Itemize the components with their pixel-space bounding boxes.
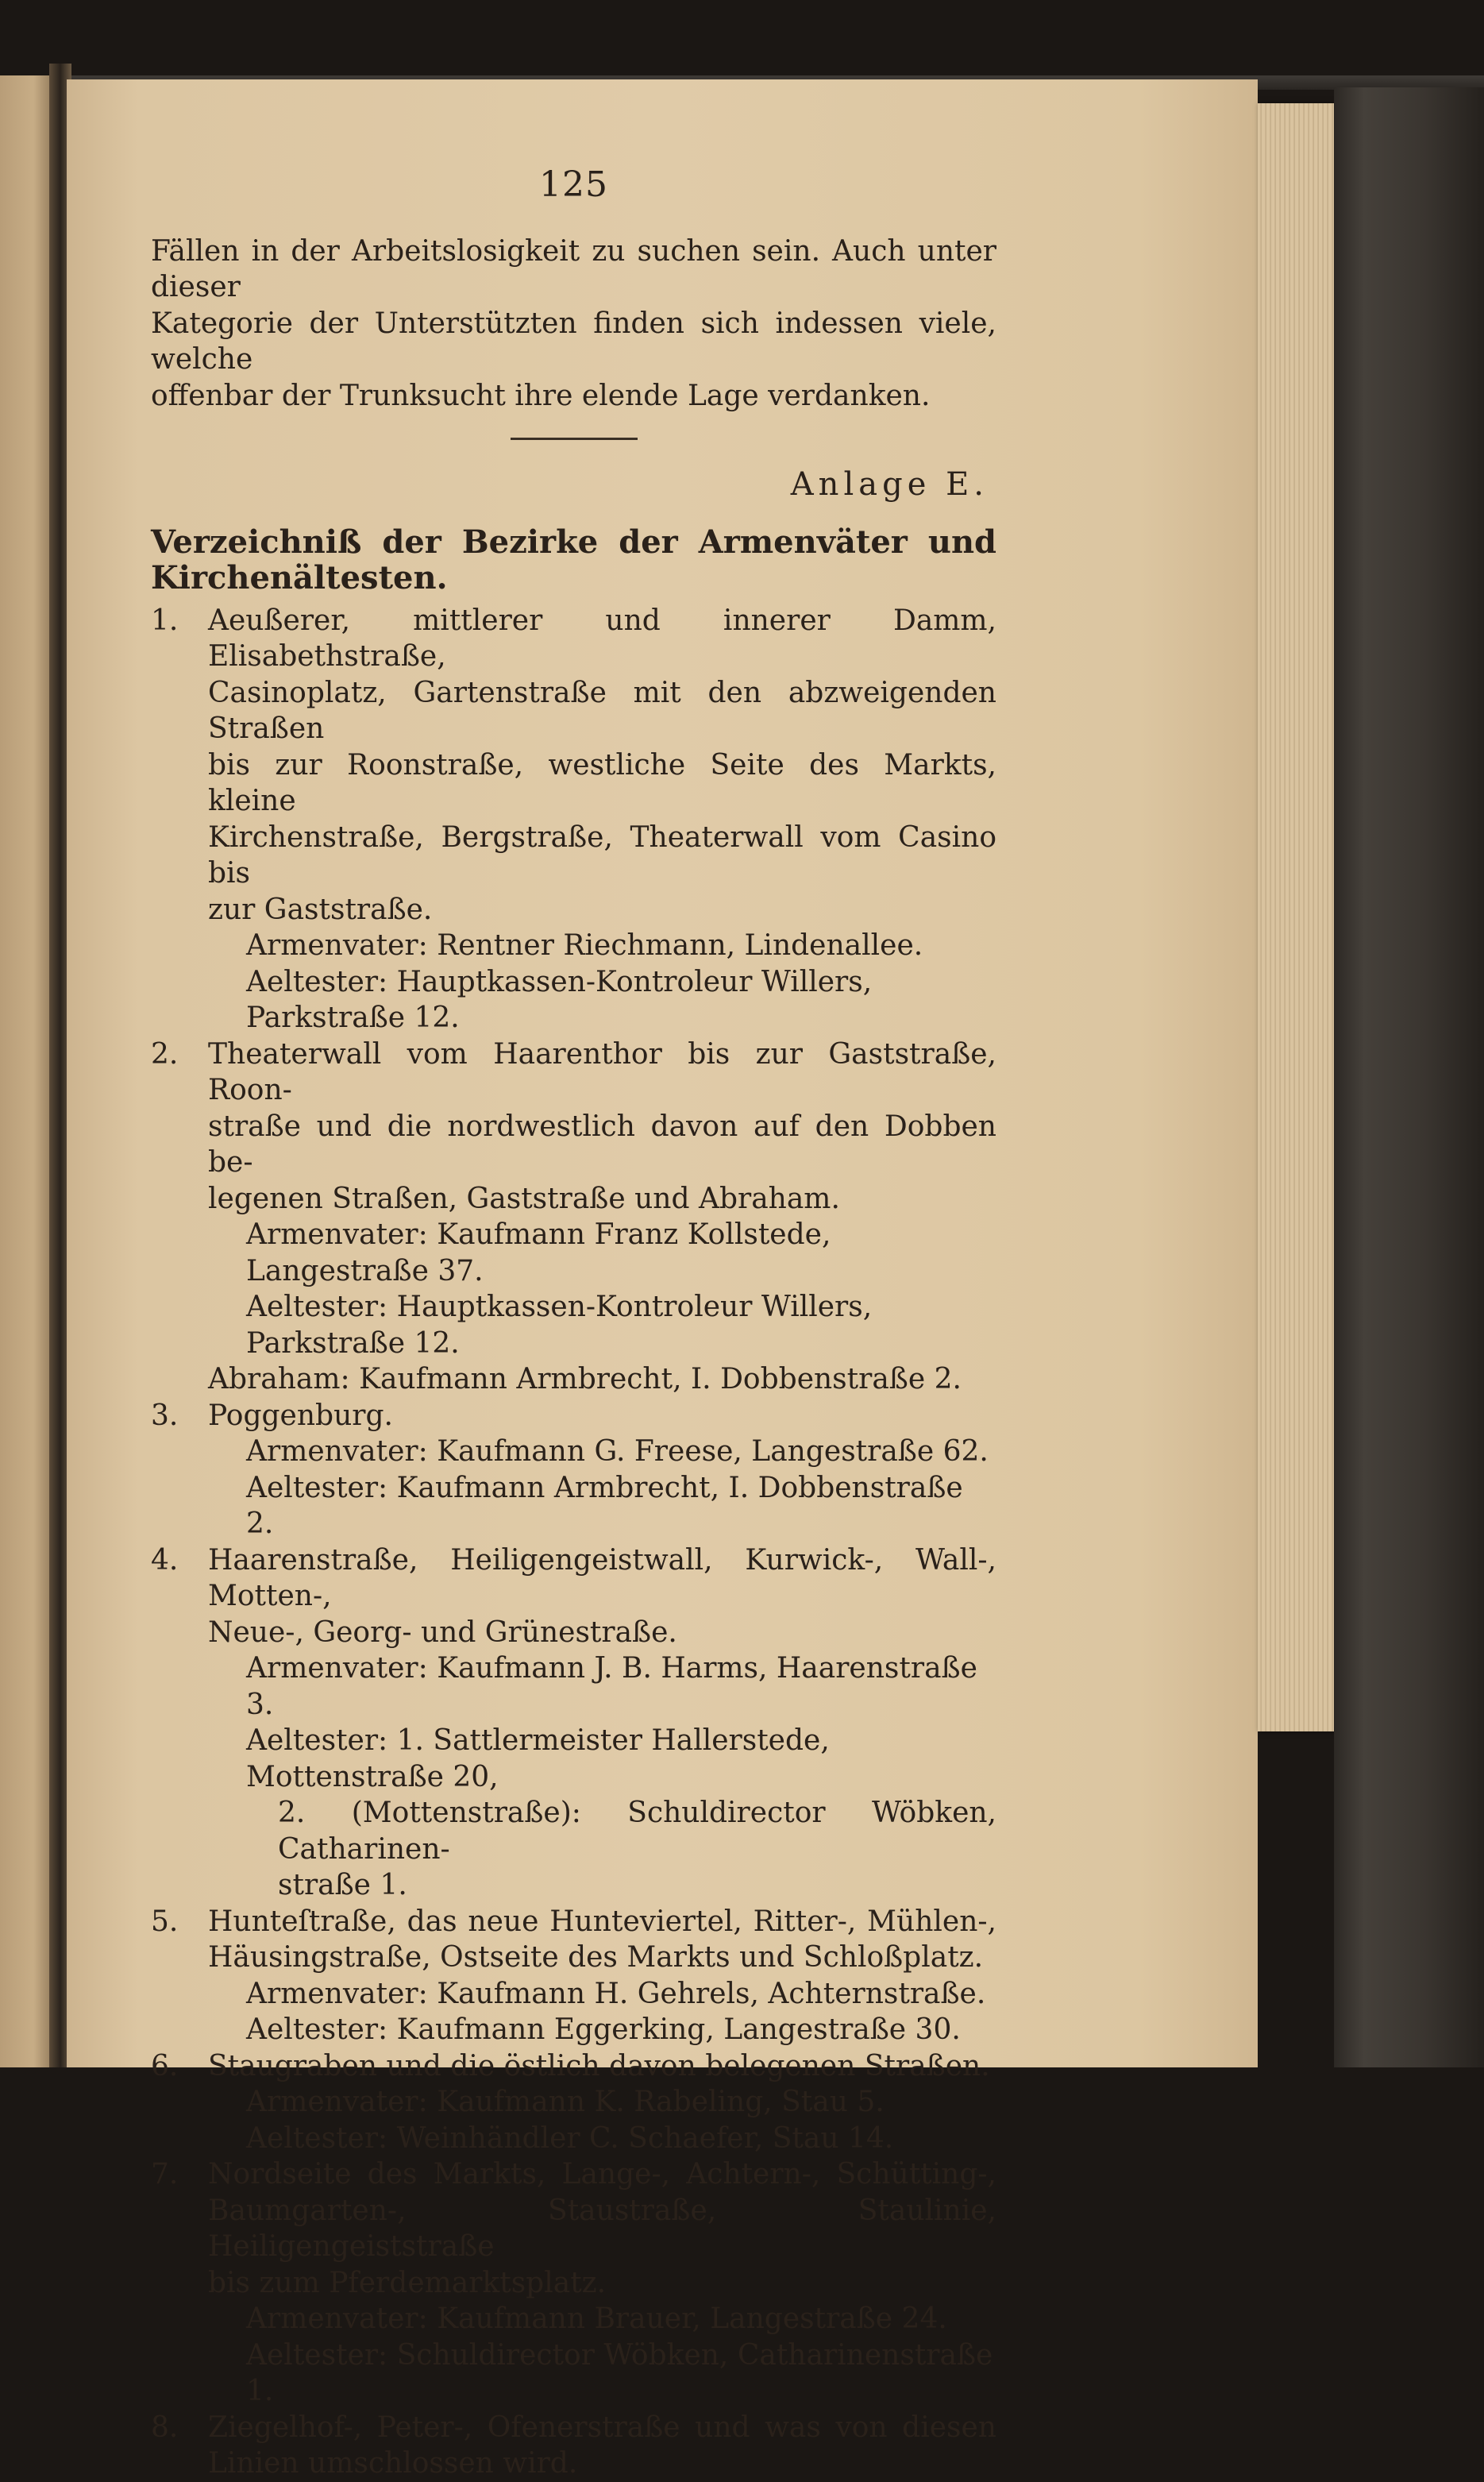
district-entry [151, 603, 996, 1036]
entry-line: Häusingstraße, Ostseite des Markts und Schloßplatz. [208, 1941, 984, 1974]
entry-line: zur Gaststraße. [208, 893, 433, 926]
entry-line: straße und die nordwestlich davon auf den Dobben be- [208, 1110, 996, 1179]
entry-line: Theaterwall vom Haarenthor bis zur Gaststraße, Roon- [208, 1037, 996, 1106]
abraham-line: Abraham: Kaufmann Armbrecht, I. Dobbenstraße 2. [208, 1363, 962, 1395]
armenvater-line: Armenvater: Rentner Riechmann, Lindenallee. [246, 929, 923, 962]
entry-line: Hunteſtraße, das neue Hunteviertel, Ritter-, Mühlen-, [208, 1905, 996, 1938]
entry-body [208, 1398, 996, 1542]
aeltester-line: Aeltester: Kaufmann Eggerking, Langestraße 30. [246, 2013, 961, 2046]
entry-line: legenen Straßen, Gaststraße und Abraham. [208, 1182, 840, 1215]
entry-number: 7. [151, 2158, 179, 2191]
entry-body [208, 2048, 996, 2157]
intro-line: Kategorie der Unterstützten finden sich indessen viele, welche [151, 307, 996, 376]
intro-line: offenbar der Trunksucht ihre elende Lage verdanken. [151, 379, 931, 412]
aeltester-line: Aeltester: 1. Sattlermeister Hallerstede, Mottenstraße 20, [246, 1724, 830, 1793]
entry-number: 4. [151, 1543, 179, 1577]
entry-body [208, 1904, 996, 2048]
entry-body [208, 1542, 996, 1904]
entry-body [208, 2156, 996, 2410]
book-cover-side [1334, 87, 1484, 2067]
district-entry [151, 1036, 996, 1398]
entry-number: 2. [151, 1037, 179, 1071]
entry-line: Neue-, Georg- und Grünestraße. [208, 1615, 677, 1649]
list-title: Verzeichniß der Bezirke der Armenväter und Kirchenältesten. [151, 523, 996, 596]
armenvater-line: Armenvater: Kaufmann K. Rabeling, Stau 5. [246, 2086, 885, 2118]
aeltester-line: Aeltester: Hauptkassen-Kontroleur Willers, Parkstraße 12. [246, 965, 873, 1034]
entry-line: bis zum Pferdemarktsplatz. [208, 2266, 607, 2299]
district-entry [151, 1398, 996, 1542]
armenvater-line: Armenvater: Kaufmann J. B. Harms, Haarenstraße 3. [246, 1652, 977, 1721]
aeltester-line: Aeltester: Weinhändler C. Schaefer, Stau 14. [246, 2121, 894, 2155]
entry-body [208, 1036, 996, 1398]
aeltester-line: Aeltester: Kaufmann Armbrecht, I. Dobbenstraße 2. [246, 1471, 963, 1540]
district-entry [151, 2048, 996, 2157]
entry-line: Kirchenstraße, Bergstraße, Theaterwall vom Casino bis [208, 820, 996, 890]
intro-paragraph [151, 234, 996, 415]
armenvater-line: Armenvater: Kaufmann G. Freese, Langestraße 62. [246, 1435, 989, 1468]
aeltester-line: Aeltester: Schuldirector Wöbken, Catharinenstraße 1. [246, 2338, 993, 2407]
district-entry [151, 2410, 996, 2482]
armenvater-line: Armenvater: Kaufmann Brauer, Langestraße 24. [246, 2303, 947, 2335]
armenvater-line: Armenvater: Kaufmann Franz Kollstede, Langestraße 37. [246, 1218, 831, 1287]
entry-number: 5. [151, 1905, 179, 1938]
page-number: 125 [539, 164, 608, 205]
entry-number: 3. [151, 1399, 179, 1432]
entry-line: Ziegelhof-, Peter-, Ofenerstraße und was von diesen [208, 2411, 996, 2444]
entry-line: bis zur Roonstraße, westliche Seite des Markts, kleine [208, 748, 996, 817]
appendix-label: Anlage E. [790, 466, 989, 503]
aeltester-line: Aeltester: Hauptkassen-Kontroleur Willers, Parkstraße 12. [246, 1291, 873, 1360]
entry-line: Haarenstraße, Heiligengeistwall, Kurwick-, Wall-, Motten-, [208, 1543, 996, 1612]
section-divider [511, 438, 638, 440]
entry-line: Baumgarten-, Staustraße, Staulinie, Heiligengeiststraße [208, 2194, 996, 2263]
entry-line: Casinoplatz, Gartenstraße mit den abzweigenden Straßen [208, 676, 996, 745]
aeltester-continuation: 2. (Mottenstraße): Schuldirector Wöbken, Catharinen- [278, 1797, 996, 1866]
entry-line: Nordseite des Markts, Lange-, Achtern-, Schütting-, [208, 2158, 996, 2191]
entry-line: Poggenburg. [208, 1399, 393, 1432]
district-entry [151, 1542, 996, 1904]
district-entry [151, 1904, 996, 2048]
entry-line: Aeußerer, mittlerer und innerer Damm, Elisabethstraße, [208, 604, 996, 673]
entry-line: Linien umschlossen wird. [208, 2447, 578, 2480]
entry-number: 1. [151, 604, 179, 637]
district-entry [151, 2156, 996, 2410]
entry-body [208, 2410, 996, 2482]
left-page-edge [0, 75, 56, 2067]
entry-line: Staugraben und die östlich davon belegenen Straßen. [208, 2049, 990, 2082]
page-block-edge [1258, 103, 1334, 1731]
aeltester-continuation: straße 1. [278, 1869, 407, 1901]
page-text [151, 164, 996, 2482]
intro-line: Fällen in der Arbeitslosigkeit zu suchen sein. Auch unter dieser [151, 234, 996, 303]
armenvater-line: Armenvater: Kaufmann H. Gehrels, Achternstraße. [246, 1977, 986, 2010]
entry-number: 8. [151, 2411, 179, 2444]
entry-body [208, 603, 996, 1036]
entry-number: 6. [151, 2049, 179, 2082]
